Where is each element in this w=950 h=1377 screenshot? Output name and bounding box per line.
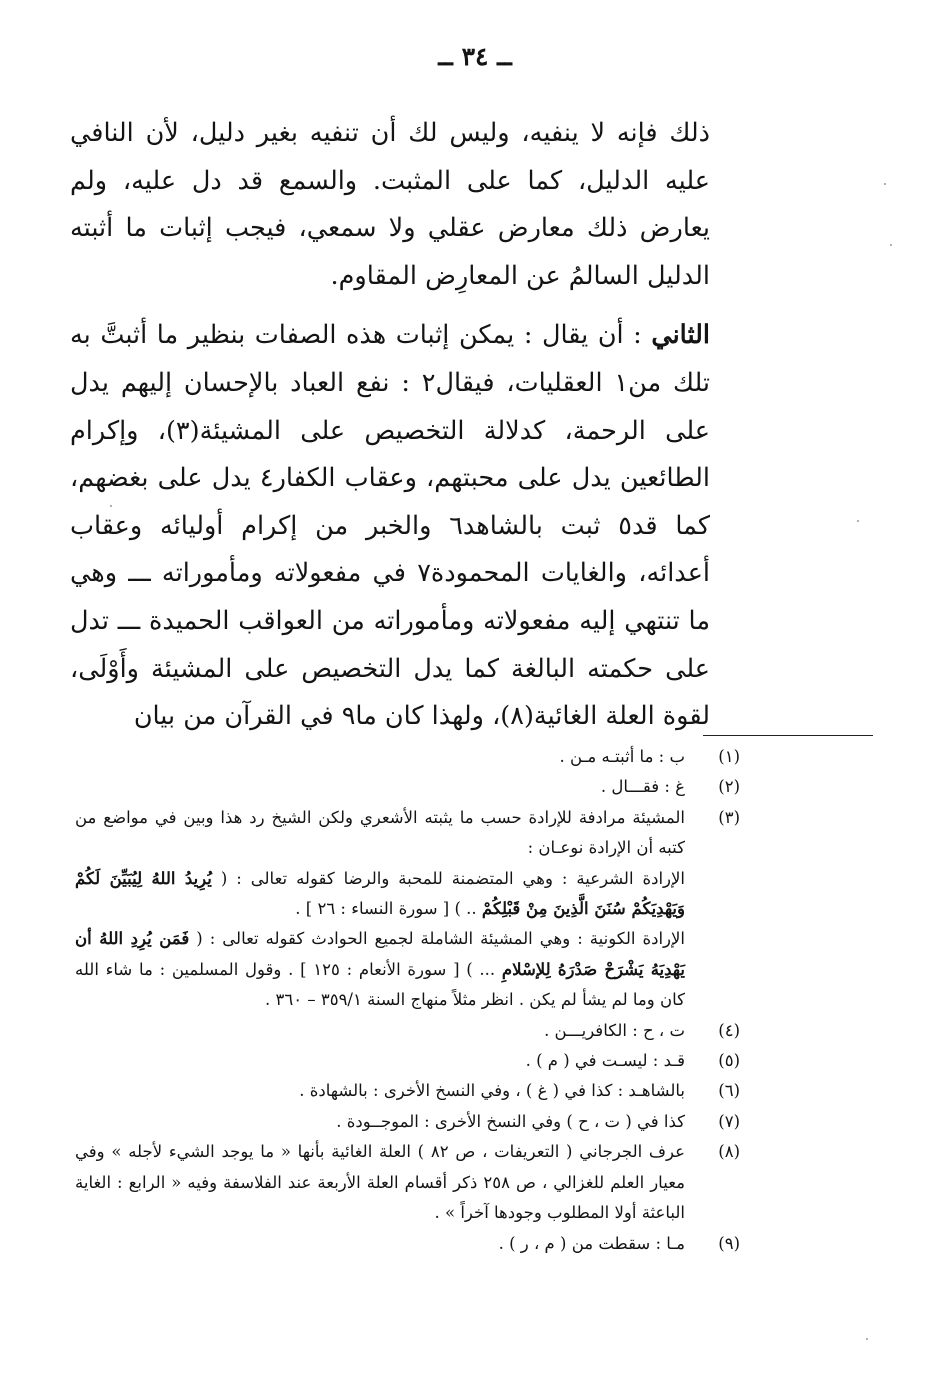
footnote-number: (٩)	[718, 1233, 740, 1253]
scan-speck	[110, 505, 112, 507]
footnote-7	[75, 1107, 740, 1137]
footnote-text: مـا : سقطت من ( م ، ر ) .	[498, 1233, 685, 1253]
footnote-text: ب : ما أثبتـه مـن .	[559, 747, 685, 766]
footnote-text: غ : فقـــال .	[600, 777, 685, 797]
footnote-text: كذا في ( ت ، ح ) وفي النسخ الأخرى : الموجــودة .	[336, 1111, 685, 1131]
footnote-number: (٤)	[718, 1020, 740, 1040]
footnote-text: الإرادة الشرعية : وهي المتضمنة للمحبة والرضا كقوله تعالى : (	[220, 868, 686, 888]
scan-speck	[866, 1338, 868, 1340]
footnote-3-shariah-will	[75, 864, 685, 925]
footnote-2	[75, 772, 740, 802]
footnote-6	[75, 1076, 740, 1106]
paragraph-2	[70, 312, 710, 740]
footnote-text: الإرادة الكونية : وهي المشيئة الشاملة لجميع الحوادث كقوله تعالى : (	[196, 929, 686, 949]
page-number: ــ ٣٤ ــ	[438, 42, 512, 71]
scan-speck	[890, 244, 892, 246]
quran-verse: فَمَن يُرِدِ اللهُ أن يَهْدِيَهُ يَشْرَحْ صَدْرَهُ لِلإسْلامِ	[75, 929, 685, 979]
footnote-1	[75, 742, 740, 772]
footnote-8	[75, 1137, 740, 1228]
footnote-number: (٥)	[718, 1051, 740, 1071]
footnote-text: عرف الجرجاني ( التعريفات ، ص ٨٢ ) العلة الغائية بأنها « ما يوجد الشيء لأجله » وفي معيار العلم للغزالي ، ص ٢٥٨ ذكر أقسام العلة الأربعة عند الفلاسفة وفيه « الرابع : الغاية الباعثة أولا المطلوب وجودها آخراً » .	[75, 1142, 685, 1223]
footnote-text: ت ، ح : الكافريـــن .	[544, 1020, 685, 1040]
paragraph-2-keyword: الثاني	[651, 320, 710, 351]
footnote-5	[75, 1046, 740, 1076]
footnote-9	[75, 1229, 740, 1259]
paragraph-1: ذلك فإنه لا ينفيه، وليس لك أن تنفيه بغير دليل، لأن النافي عليه الدليل، كما على المثبت. والسمع قد دل عليه، ولم يعارض ذلك معارض عقلي ولا سمعي، فيجب إثبات ما أثبته الدليل السالمُ عن المعارِض المقاوم.	[70, 118, 710, 291]
quran-verse: يُرِيدُ اللهُ لِيُبَيِّنَ لَكُمْ وَيَهْدِيَكُمْ سُنَنَ الَّذِينَ مِنْ قَبْلِكُمْ	[75, 868, 685, 919]
main-text	[70, 110, 710, 741]
scan-speck	[857, 520, 859, 522]
footnote-number: (٣)	[718, 807, 740, 827]
paragraph-2-text: : أن يقال : يمكن إثبات هذه الصفات بنظير ما أثبتَّ به تلك من١ العقليات، فيقال٢ : نفع العباد بالإحسان إليهم يدل على الرحمة، كدلالة التخصيص على المشيئة(٣)، وإكرام الطائعين يدل على محبتهم، وعقاب الكفار٤ يدل على بغضهم، كما قد٥ ثبت بالشاهد٦ والخبر من إكرام أوليائه وعقاب أعدائه، والغايات المحمودة٧ في مفعولاته ومأموراته ـــ وهي ما تنتهي إليه مفعولاته ومأموراته من العواقب الحميدة ـــ تدل على حكمته البالغة كما يدل التخصيص على المشيئة وأَوْلَى، لقوة العلة الغائية(٨)، ولهذا كان ما٩ في القرآن من بيان	[70, 320, 711, 732]
footnote-number: (٨)	[718, 1142, 740, 1162]
footnote-4	[75, 1016, 740, 1046]
footnote-3-cosmic-will	[75, 924, 685, 1015]
scan-speck	[884, 183, 886, 185]
footnote-text: ... ) [ سورة الأنعام : ١٢٥ ] . وقول المسلمين : ما شاء الله كان وما لم يشأ لم يكن . انظر مثلاً منهاج السنة ٣٥٩/١ – ٣٦٠ .	[75, 959, 685, 1010]
footnotes	[75, 742, 740, 1259]
footnote-number: (٢)	[718, 777, 740, 797]
footnote-3-intro: المشيئة مرادفة للإرادة حسب ما يثبته الأشعري ولكن الشيخ رد هذا وبين في مواضع من كتبه أن الإرادة نوعـان :	[75, 807, 685, 858]
footnote-text: .. ) [ سورة النساء : ٢٦ ] .	[295, 899, 482, 919]
footnote-number: (٧)	[718, 1111, 740, 1131]
footnote-text: بالشاهـد : كذا في ( غ ) ، وفي النسخ الأخرى : بالشهادة .	[299, 1081, 685, 1101]
footnote-number: (٦)	[718, 1081, 740, 1101]
footnote-text: قـد : ليسـت في ( م ) .	[525, 1051, 685, 1071]
footnote-number: (١)	[718, 747, 740, 766]
footnote-3	[75, 803, 740, 1016]
footnote-separator	[703, 735, 873, 736]
